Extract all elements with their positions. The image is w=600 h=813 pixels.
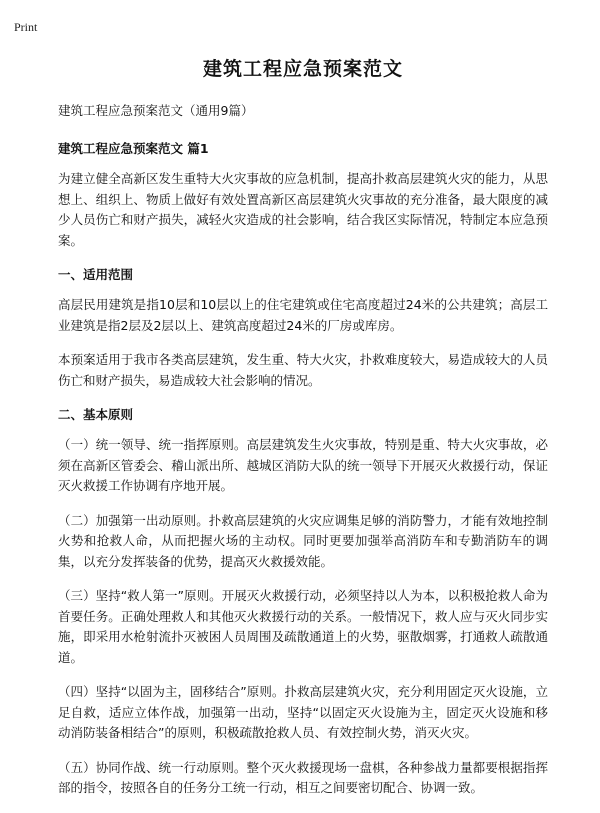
principle-paragraph-2: （二）加强第一出动原则。扑救高层建筑的火灾应调集足够的消防警力，才能有效地控制火势和抢救人命，从而把握火场的主动权。同时更要加强举高消防车和专勤消防车的调集，以充分发挥装备的优势，提高灭火救援效能。 (58, 512, 548, 569)
document-subtitle: 建筑工程应急预案范文（通用9篇） (58, 103, 254, 118)
principle-paragraph-3: （三）坚持“救人第一”原则。开展灭火救援行动，必须坚持以人为本，以积极抢救人命为首要任务。正确处理救人和其他灭火救援行动的关系。一般情况下，救人应与灭火同步实施，即采用水枪射流扑灭被困人员周围及疏散通道上的火势，驱散烟雾，打通救人疏散通道。 (58, 588, 548, 665)
principle-paragraph-1: （一）统一领导、统一指挥原则。高层建筑发生火灾事故，特别是重、特大火灾事故，必须在高新区管委会、稽山派出所、越城区消防大队的统一领导下开展灭火救援行动，保证灭火救援工作协调有序地开展。 (58, 437, 548, 493)
section-heading-principles: 二、基本原则 (58, 407, 134, 422)
intro-paragraph: 为建立健全高新区发生重特大火灾事故的应急机制，提高扑救高层建筑火灾的能力，从思想上、组织上、物质上做好有效处置高新区高层建筑火灾事故的充分准备，最大限度的减少人员伤亡和财产损失，减轻火灾造成的社会影响，结合我区实际情况，特制定本应急预案。 (58, 171, 548, 248)
principle-paragraph-4: （四）坚持“以固为主，固移结合”原则。扑救高层建筑火灾，充分利用固定灭火设施，立足自救，适应立体作战，加强第一出动，坚持“以固定灭火设施为主，固定灭火设施和移动消防装备相结合”的原则，积极疏散抢救人员、有效控制火势，消灭火灾。 (58, 684, 548, 740)
section-heading-scope: 一、适用范围 (58, 267, 134, 282)
principle-paragraph-5: （五）协同作战、统一行动原则。整个灭火救援现场一盘棋，各种参战力量都要根据指挥部的指令，按照各自的任务分工统一行动，相互之间要密切配合、协调一致。 (58, 759, 548, 795)
document-body (58, 54, 548, 813)
scope-paragraph-1: 高层民用建筑是指10层和10层以上的住宅建筑或住宅高度超过24米的公共建筑；高层工业建筑是指2层及2层以上、建筑高度超过24米的厂房或库房。 (58, 297, 548, 333)
print-link[interactable]: Print (14, 20, 38, 34)
article-heading: 建筑工程应急预案范文 篇1 (58, 141, 209, 156)
document-title: 建筑工程应急预案范文 (202, 58, 403, 80)
scope-paragraph-2: 本预案适用于我市各类高层建筑，发生重、特大火灾，扑救难度较大，易造成较大的人员伤亡和财产损失，易造成较大社会影响的情况。 (58, 352, 548, 388)
